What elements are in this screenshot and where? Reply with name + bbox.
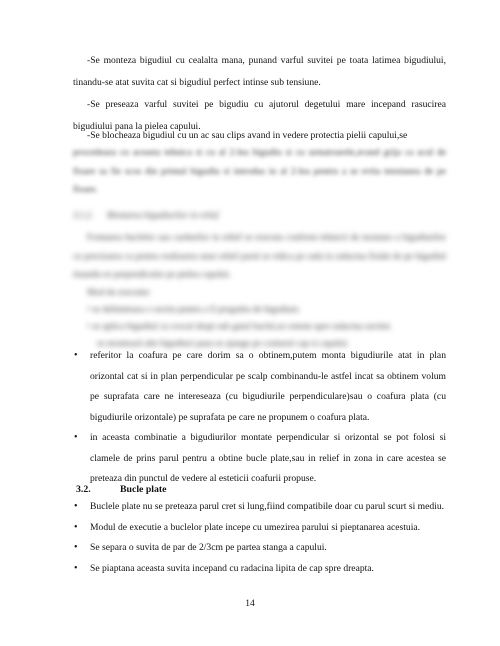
bullet-icon: • — [74, 501, 78, 512]
list-item — [73, 497, 446, 518]
blurred-subheading-title: Montarea bigudiurilor in relief — [106, 210, 219, 220]
page-number: 14 — [245, 599, 255, 609]
bullet-icon: • — [74, 521, 78, 533]
list-item — [73, 346, 446, 428]
list-item — [73, 518, 446, 539]
list-item-text: Se piaptana aceasta suvita incepand cu radacina lipita de cap spre dreapta. — [90, 562, 374, 574]
blurred-item: • se aplica bigudiul cu crocul drept sub gatul buclei,se roteste spre radacina suvitei. — [87, 320, 393, 331]
bullet-list-section — [73, 497, 446, 579]
section-title: Bucle plate — [120, 484, 167, 495]
blurred-item: se montează alte bigudiuri pana se ajunge pe conturul cap si capului. — [97, 337, 350, 348]
paragraph-blocheaza: -Se blocheaza bigudiul cu un ac sau clips avand in vedere protectia pielii capului,se — [87, 130, 408, 141]
list-item — [73, 559, 446, 580]
blurred-paragraph: Formarea buclelor sau cardurilor in relief se executa conform tehnicii de montare a bigudiurilor cu precizarea ca pentru realizarea unui relief parul se ridica pe rada la radacina fixdat de pe bigudiul tinandu-se perpendicular pe pielea capului. — [73, 232, 446, 279]
section-number: 3.2. — [76, 484, 91, 495]
paragraph-blurred-continuation: procedeaza cu aceasta tehnica si cu al 2-lea bigudiu si cu urmatoarele,avand grija ca acul de fixare sa fie scos din primul bigudiu si introdus in al 2-lea pentru a se evita tensiunea de pe fixare. — [73, 147, 446, 195]
blurred-section — [73, 208, 446, 352]
blurred-method-label: Mod de executie: — [87, 286, 151, 297]
blurred-subheading — [73, 208, 446, 222]
bullet-list-main — [73, 346, 446, 490]
bullet-icon: • — [74, 432, 78, 443]
bullet-icon: • — [74, 562, 78, 574]
list-item-text: in aceasta combinatie a bigudiurilor montate perpendicular si orizontal se pot folosi si clamele de prins parul pentru a obtine bucle plate,sau in relief in zona in care acestea se preteaza din punctul de vedere al esteticii coafurii propuse. — [90, 432, 446, 484]
list-item-text: Buclele plate nu se preteaza parul cret si lung,fiind compatibile doar cu parul scurt si mediu. — [90, 501, 445, 512]
paragraph-monteza: -Se monteza bigudiul cu cealalta mana, punand varful suvitei pe toata latimea bigudiului, tinandu-se atat suvita cat si bigudiul perfect intinse sub tensiune. — [73, 55, 446, 88]
blurred-item: • se delimiteaza o suvita pentru a fi pregatita de bigudiare. — [87, 303, 301, 314]
paragraph-preseaza: -Se preseaza varful suvitei pe bigudiu cu ajutorul degetului mare incepand rasucirea bigudiului pana la pielea capului. — [73, 99, 446, 132]
blurred-subheading-number: 3.1.2. — [73, 210, 94, 220]
bullet-icon: • — [74, 350, 78, 361]
list-item-text: Se separa o suvita de par de 2/3cm pe partea stanga a capului. — [90, 542, 327, 553]
list-item — [73, 428, 446, 490]
bullet-icon: • — [74, 542, 78, 553]
list-item — [73, 538, 446, 559]
list-item-text: referitor la coafura pe care dorim sa o obtinem,putem monta bigudiurile atat in plan orizontal cat si in plan perpendicular pe scalp combinandu-le astfel incat sa obtinem volum pe suprafata care ne intereseaza (cu bigudiurile perpendiculare)sau o coafura plata (cu bigudiurile orizontale) pe suprafata pe care ne propunem o coafura plata. — [90, 350, 446, 423]
list-item-text: Modul de executie a buclelor plate incepe cu umezirea parului si pieptanarea acestuia. — [90, 521, 421, 533]
